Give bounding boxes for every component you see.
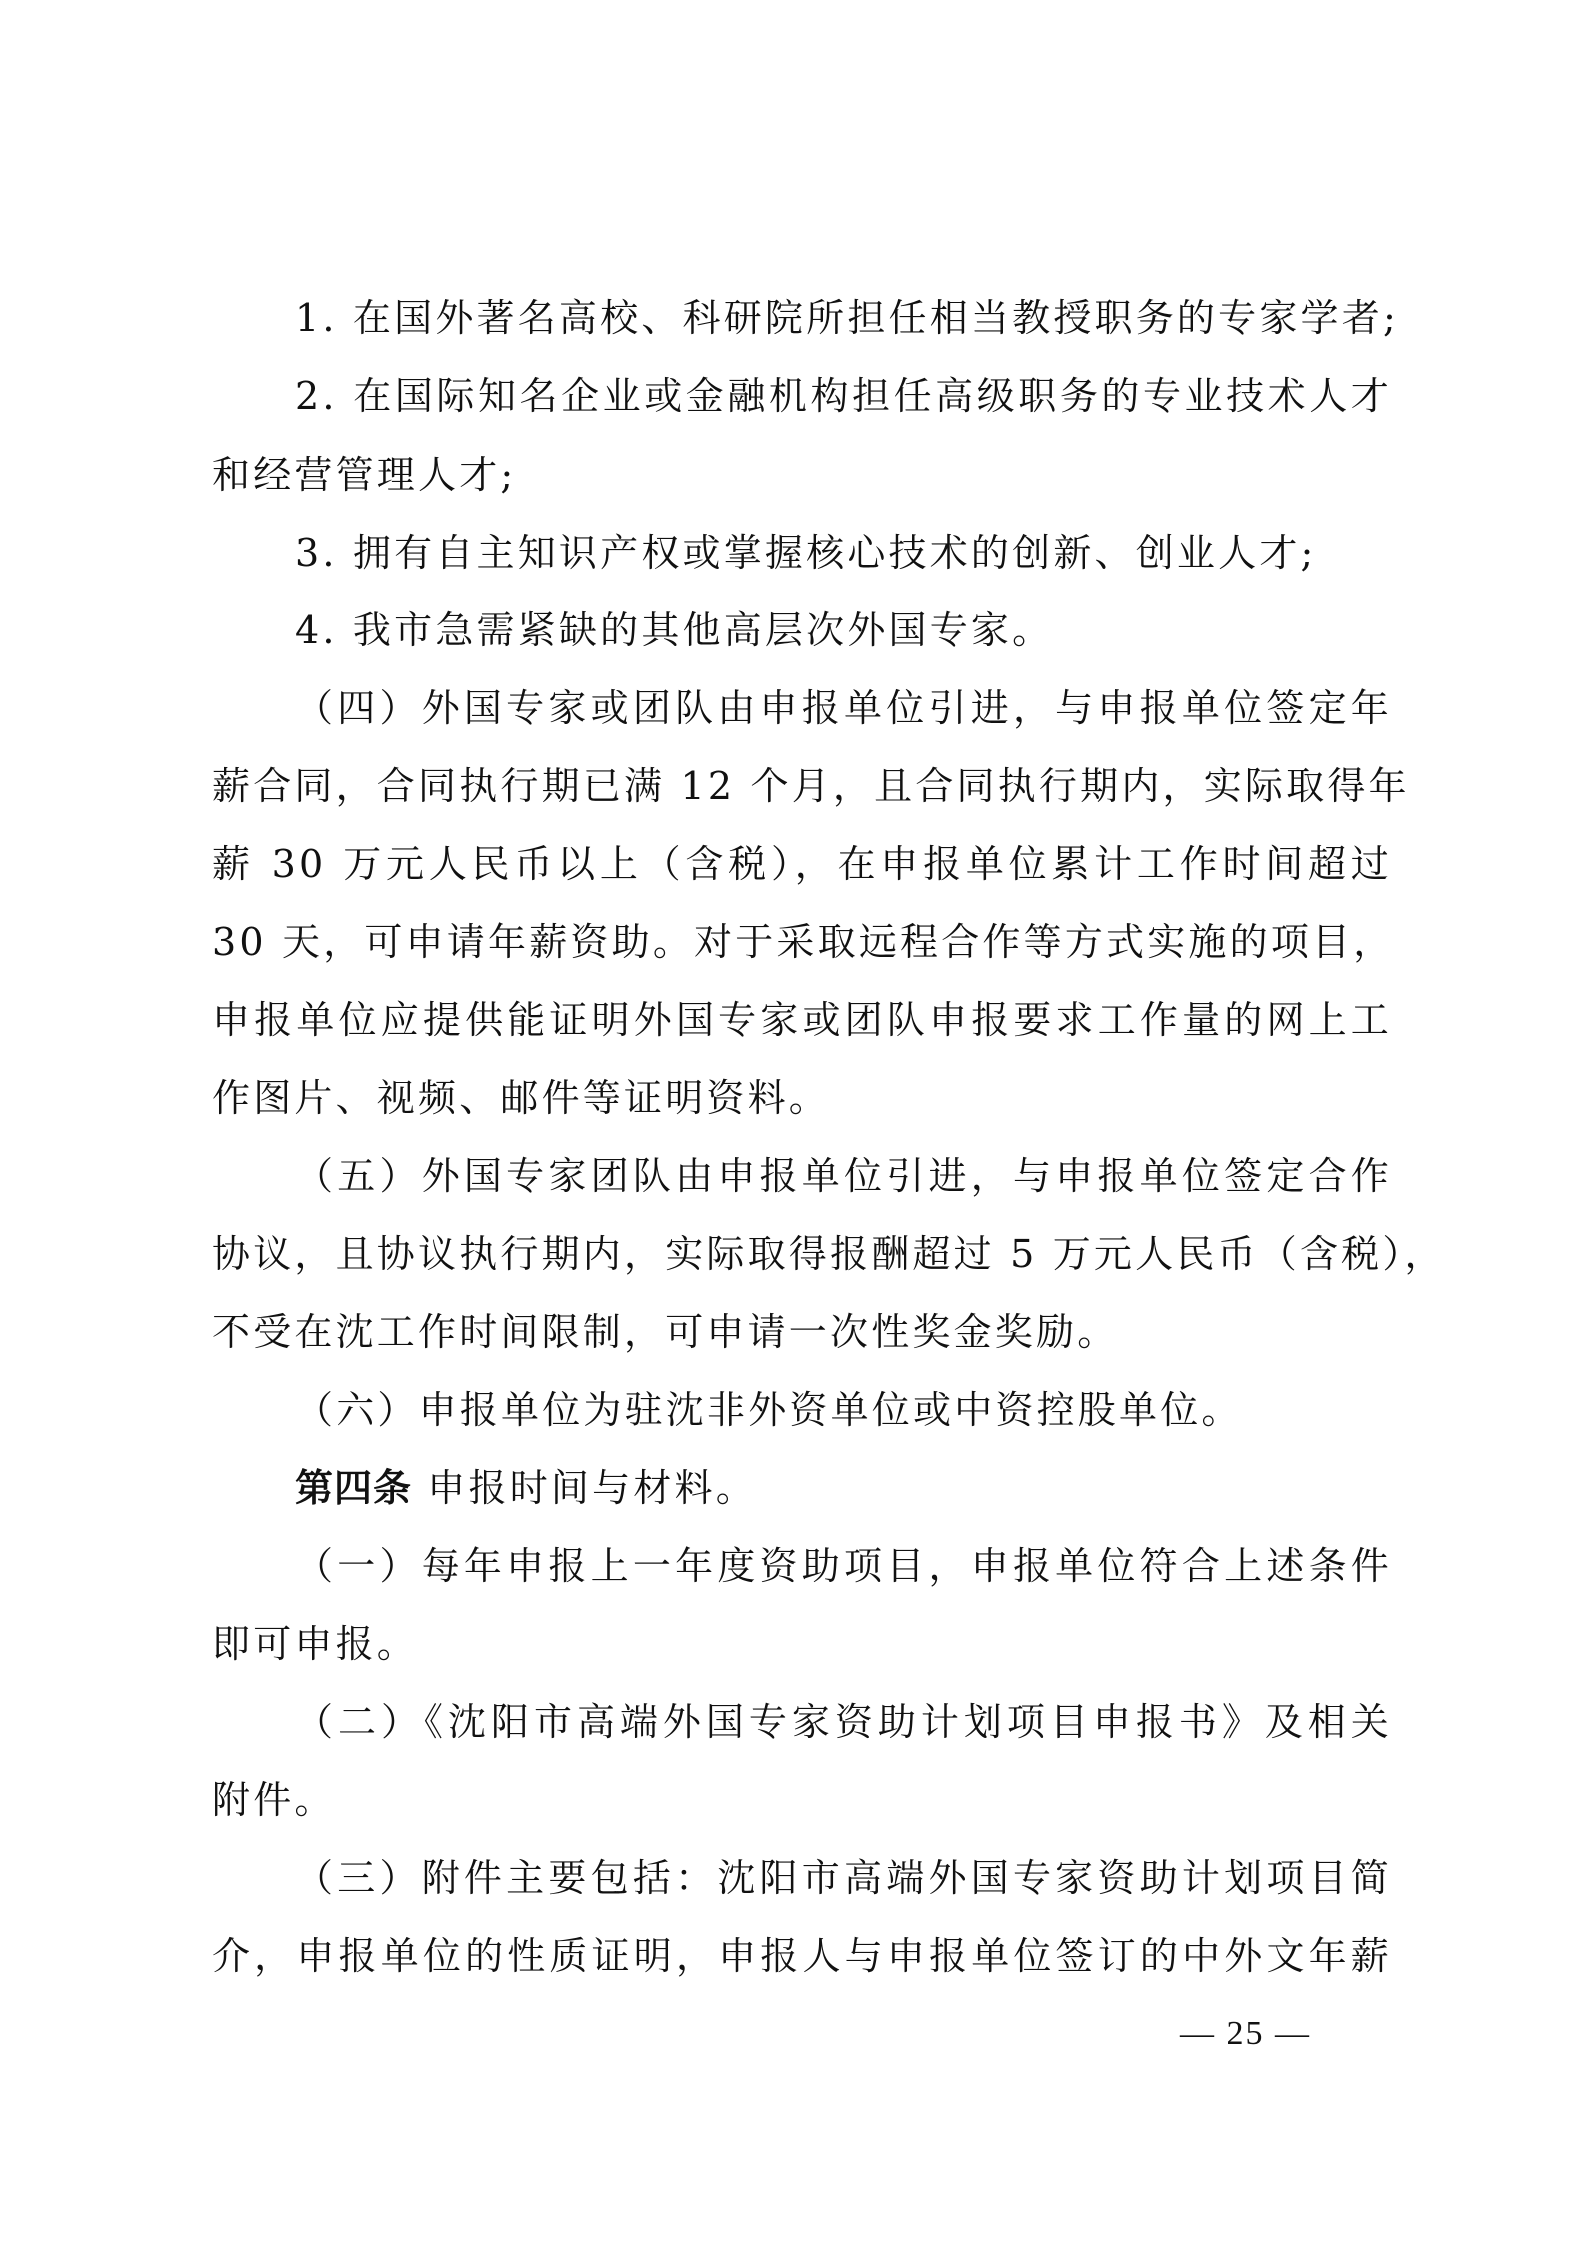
item-one-line-1: （一）每年申报上一年度资助项目，申报单位符合上述条件 bbox=[295, 1544, 1392, 1588]
list-item-3: 3. 拥有自主知识产权或掌握核心技术的创新、创业人才; bbox=[295, 531, 1317, 575]
page-number: — 25 — bbox=[1180, 2015, 1311, 2052]
item-three-line-1: （三）附件主要包括：沈阳市高端外国专家资助计划项目简 bbox=[295, 1856, 1392, 1900]
list-item-1: 1. 在国外著名高校、科研院所担任相当教授职务的专家学者; bbox=[295, 296, 1399, 340]
article-title: 申报时间与材料。 bbox=[427, 1466, 757, 1510]
clause-four-line-6: 作图片、视频、邮件等证明资料。 bbox=[212, 1076, 831, 1120]
clause-five-line-1: （五）外国专家团队由申报单位引进，与申报单位签定合作 bbox=[295, 1154, 1392, 1198]
list-item-2: 2. 在国际知名企业或金融机构担任高级职务的专业技术人才 bbox=[295, 374, 1393, 418]
article-number: 第四条 bbox=[295, 1466, 413, 1510]
item-two-line-2: 附件。 bbox=[212, 1778, 336, 1822]
clause-five-line-3: 不受在沈工作时间限制，可申请一次性奖金奖励。 bbox=[212, 1310, 1119, 1354]
clause-four-line-5: 申报单位应提供能证明外国专家或团队申报要求工作量的网上工 bbox=[212, 998, 1392, 1042]
item-three-line-2: 介，申报单位的性质证明，申报人与申报单位签订的中外文年薪 bbox=[212, 1934, 1392, 1978]
clause-four-line-1: （四）外国专家或团队由申报单位引进，与申报单位签定年 bbox=[295, 686, 1392, 730]
clause-five-line-2: 协议，且协议执行期内，实际取得报酬超过 5 万元人民币（含税）， bbox=[212, 1232, 1446, 1276]
clause-four-line-2: 薪合同，合同执行期已满 12 个月，且合同执行期内，实际取得年 bbox=[212, 764, 1410, 808]
article-heading bbox=[295, 1462, 1392, 1514]
list-item-4: 4. 我市急需紧缺的其他高层次外国专家。 bbox=[295, 608, 1054, 652]
item-one-line-2: 即可申报。 bbox=[212, 1622, 419, 1666]
list-item-2-continued: 和经营管理人才; bbox=[212, 453, 517, 497]
item-two-line-1: （二）《沈阳市高端外国专家资助计划项目申报书》及相关 bbox=[295, 1700, 1392, 1744]
clause-four-line-4: 30 天，可申请年薪资助。对于采取远程合作等方式实施的项目， bbox=[212, 920, 1395, 964]
clause-four-line-3: 薪 30 万元人民币以上（含税），在申报单位累计工作时间超过 bbox=[212, 842, 1392, 886]
clause-six: （六）申报单位为驻沈非外资单位或中资控股单位。 bbox=[295, 1388, 1243, 1432]
